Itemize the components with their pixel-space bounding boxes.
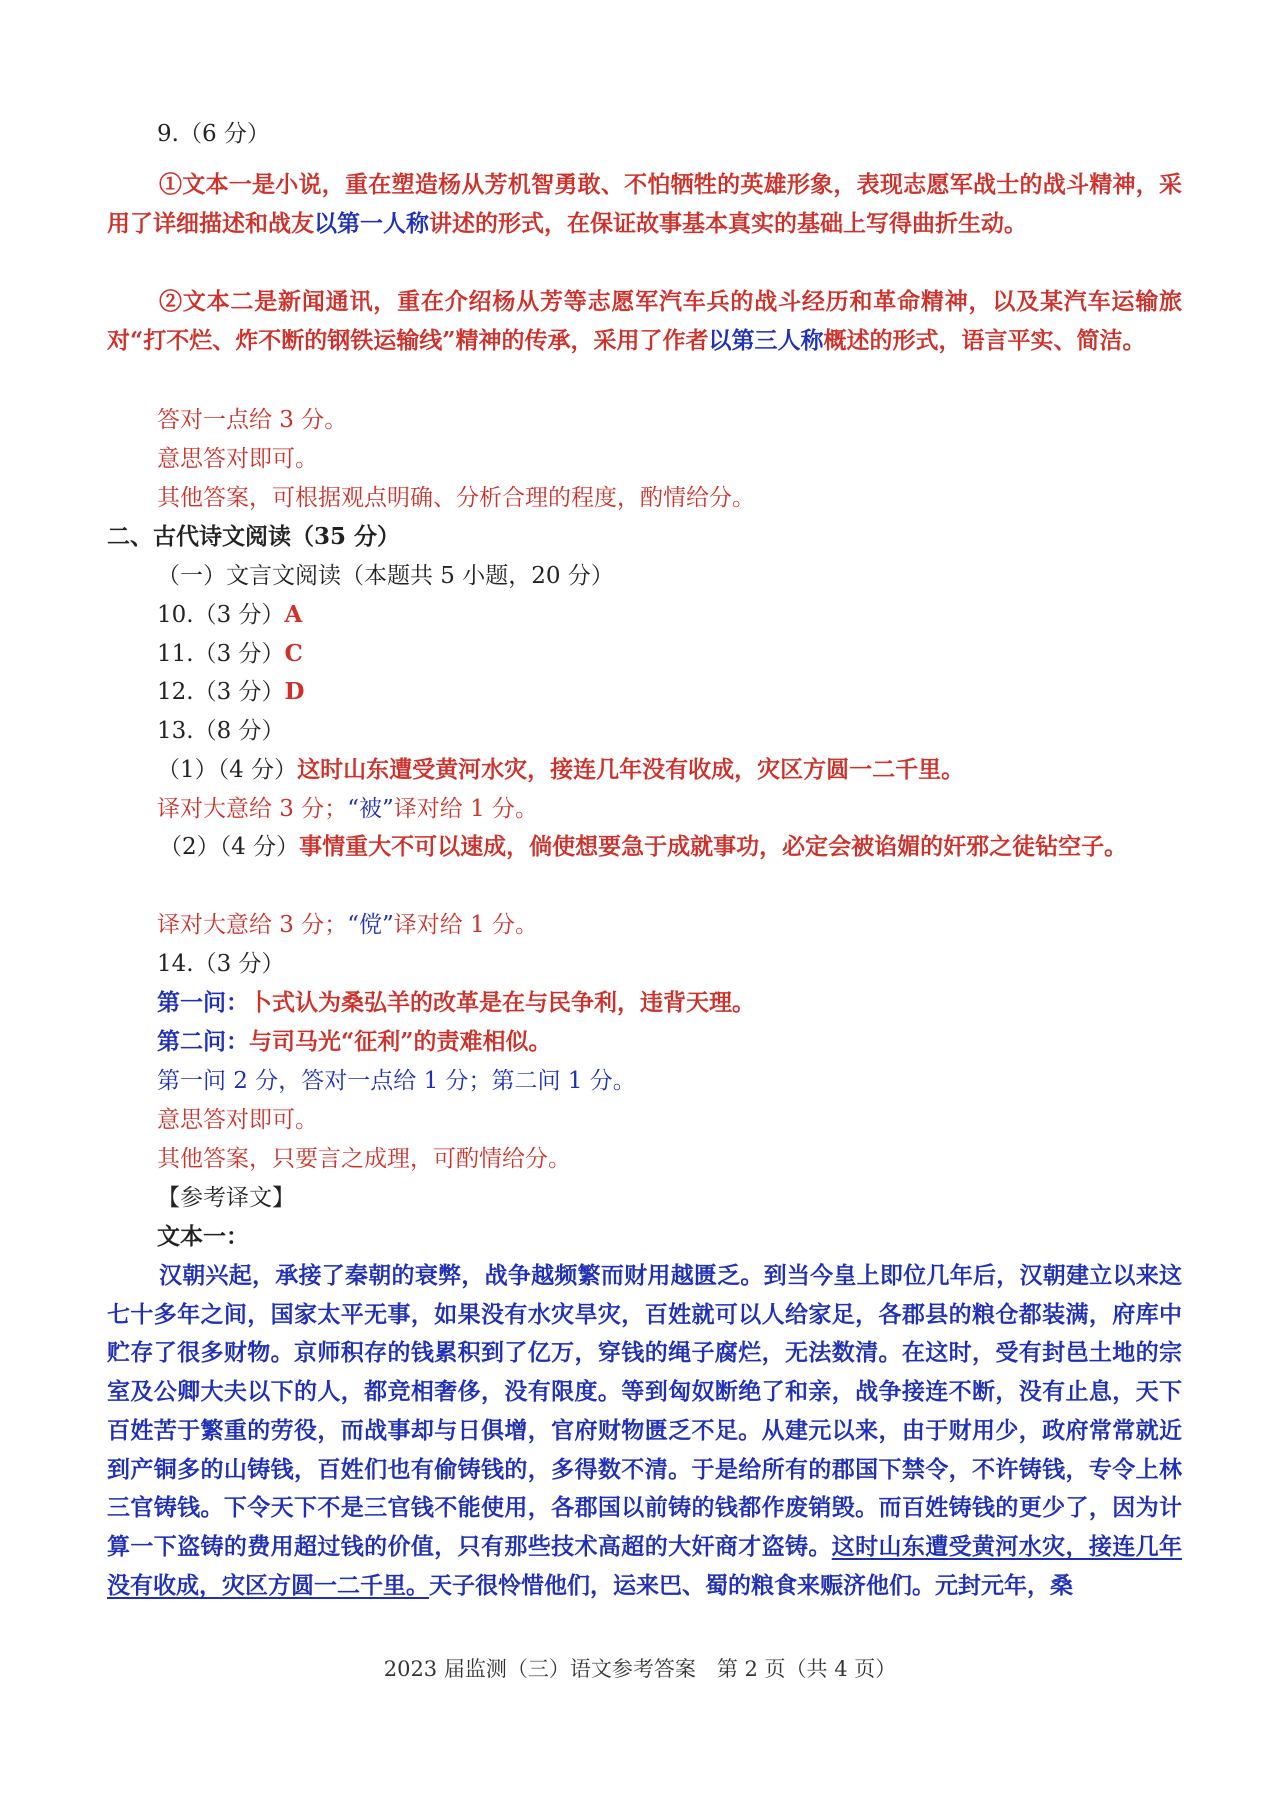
text-one-label: 文本一： bbox=[157, 1223, 249, 1250]
q9-scoring-3: 其他答案，可根据观点明确、分析合理的程度，酌情给分。 bbox=[157, 485, 755, 511]
section-2-subtitle: （一）文言文阅读（本题共 5 小题，20 分） bbox=[157, 563, 614, 589]
q14-scoring-3: 其他答案，只要言之成理，可酌情给分。 bbox=[157, 1146, 571, 1172]
q13-part-2-scoring: 译对大意给 3 分；“傥”译对给 1 分。 bbox=[157, 912, 539, 938]
q13-part-2: （2）（4 分）事情重大不可以速成，倘使想要急于成就事功，必定会被谄媚的奸邪之徒钻空子。 bbox=[159, 833, 1128, 860]
q14-answer-2: 第二问：与司马光“征利”的责难相似。 bbox=[157, 1028, 552, 1055]
underlined-key-sentence: 这时山东遭受黄河水灾，接连几年没有收成，灾区方圆一二千里。 bbox=[107, 1532, 1183, 1599]
q13-part-1: （1）（4 分）这时山东遭受黄河水灾，接连几年没有收成，灾区方圆一二千里。 bbox=[157, 756, 965, 783]
third-person-highlight: 以第三人称 bbox=[708, 326, 824, 354]
q9-heading: 9.（6 分） bbox=[157, 121, 270, 147]
section-2-title: 二、古代诗文阅读（35 分） bbox=[107, 523, 401, 550]
q9-scoring-1: 答对一点给 3 分。 bbox=[157, 407, 348, 433]
q11-row: 11.（3 分）C bbox=[157, 640, 303, 667]
q12-row: 12.（3 分）D bbox=[157, 678, 305, 705]
page-footer: 2023 届监测（三）语文参考答案 第 2 页（共 4 页） bbox=[383, 1657, 897, 1681]
q14-scoring-1: 第一问 2 分，答对一点给 1 分；第二问 1 分。 bbox=[157, 1068, 636, 1094]
q9-answer-1: ①文本一是小说，重在塑造杨从芳机智勇敢、不怕牺牲的英雄形象，表现志愿军战士的战斗精神，采用了详细描述和战友以第一人称讲述的形式，在保证故事基本真实的基础上写得曲折生动。 bbox=[107, 171, 1182, 237]
reference-translation-title: 【参考译文】 bbox=[157, 1185, 295, 1211]
q13-part-1-scoring: 译对大意给 3 分；“被”译对给 1 分。 bbox=[157, 796, 539, 822]
first-person-highlight: 以第一人称 bbox=[314, 209, 429, 237]
q11-answer: C bbox=[284, 640, 303, 667]
q12-answer: D bbox=[284, 678, 305, 705]
q9-scoring-2: 意思答对即可。 bbox=[157, 446, 318, 472]
q14-heading: 14.（3 分） bbox=[157, 951, 285, 977]
q13-heading: 13.（8 分） bbox=[157, 718, 285, 744]
q14-scoring-2: 意思答对即可。 bbox=[157, 1107, 318, 1133]
q9-answer-2: ②文本二是新闻通讯，重在介绍杨从芳等志愿军汽车兵的战斗经历和革命精神，以及某汽车运输旅对“打不烂、炸不断的钢铁运输线”精神的传承，采用了作者以第三人称概述的形式，语言平实、简洁。 bbox=[107, 288, 1182, 354]
q10-row: 10.（3 分）A bbox=[157, 601, 303, 628]
reference-translation-paragraph: 汉朝兴起，承接了秦朝的衰弊，战争越频繁而财用越匮乏。到当今皇上即位几年后，汉朝建立以来这七十多年之间，国家太平无事，如果没有水灾旱灾，百姓就可以人给家足，各郡县的粮仓都装满，府库中贮存了很多财物。京师积存的钱累积到了亿万，穿钱的绳子腐烂，无法数清。在这时，受有封邑土地的宗室及公卿大夫以下的人，都竞相奢侈，没有限度。等到匈奴断绝了和亲，战争接连不断，没有止息，天下百姓苦于繁重的劳役，而战事却与日俱增，官府财物匮乏不足。从建元以来，由于财用少，政府常常就近到产铜多的山铸钱，百姓们也有偷铸钱的，多得数不清。于是给所有的郡国下禁令，不许铸钱，专令上林三官铸钱。下令天下不是三官钱不能使用，各郡国以前铸的钱都作废销毁。而百姓铸钱的更少了，因为计算一下盗铸的费用超过钱的价值，只有那些技术高超的大奸商才盗铸。这时山东遭受黄河水灾，接连几年没有收成，灾区方圆一二千里。天子很怜惜他们，运来巴、蜀的粮食来赈济他们。元封元年，桑 bbox=[107, 1262, 1183, 1599]
q14-answer-1: 第一问：卜式认为桑弘羊的改革是在与民争利，违背天理。 bbox=[157, 989, 755, 1016]
q10-answer: A bbox=[284, 601, 303, 628]
